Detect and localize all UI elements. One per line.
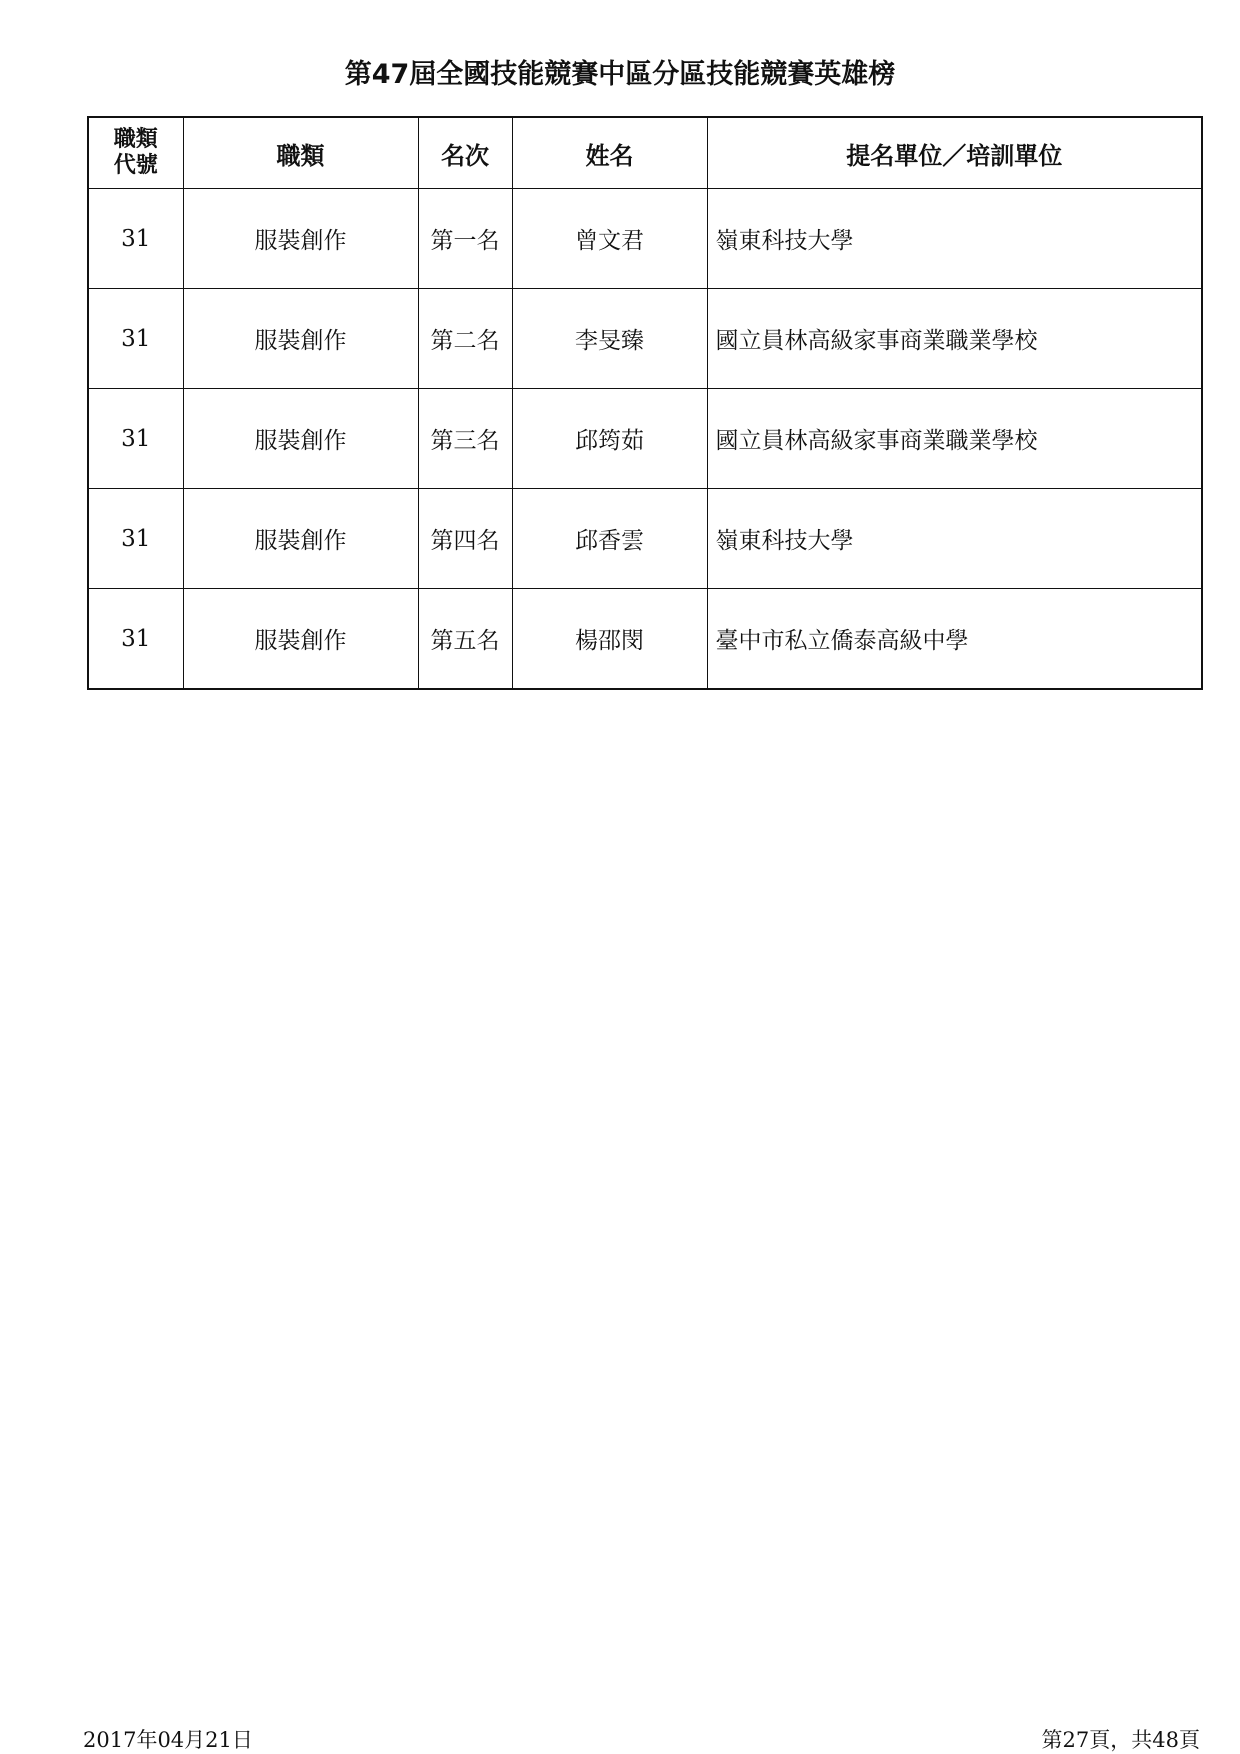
cell-trade: 服裝創作	[183, 189, 418, 289]
cell-rank: 第五名	[418, 589, 512, 690]
table-header-row	[88, 117, 1202, 189]
header-unit: 提名單位／培訓單位	[707, 117, 1202, 189]
cell-code: 31	[88, 489, 183, 589]
hero-roster-table	[87, 116, 1203, 690]
cell-trade: 服裝創作	[183, 589, 418, 690]
table-row	[88, 489, 1202, 589]
cell-rank: 第三名	[418, 389, 512, 489]
cell-code: 31	[88, 189, 183, 289]
cell-name: 李旻臻	[512, 289, 707, 389]
cell-unit: 臺中市私立僑泰高級中學	[707, 589, 1202, 690]
header-rank: 名次	[418, 117, 512, 189]
cell-code: 31	[88, 389, 183, 489]
cell-unit: 國立員林高級家事商業職業學校	[707, 389, 1202, 489]
cell-name: 楊邵閔	[512, 589, 707, 690]
cell-trade: 服裝創作	[183, 389, 418, 489]
cell-name: 曾文君	[512, 189, 707, 289]
table-row	[88, 389, 1202, 489]
cell-rank: 第四名	[418, 489, 512, 589]
footer-date: 2017年04月21日	[83, 1728, 253, 1752]
cell-trade: 服裝創作	[183, 489, 418, 589]
cell-name: 邱香雲	[512, 489, 707, 589]
cell-code: 31	[88, 289, 183, 389]
header-name: 姓名	[512, 117, 707, 189]
table-row	[88, 589, 1202, 690]
cell-rank: 第一名	[418, 189, 512, 289]
table-row	[88, 289, 1202, 389]
cell-rank: 第二名	[418, 289, 512, 389]
header-trade-code-line1: 職類	[113, 127, 158, 152]
header-trade-code-line2: 代號	[113, 153, 158, 178]
cell-trade: 服裝創作	[183, 289, 418, 389]
table-row	[88, 189, 1202, 289]
cell-code: 31	[88, 589, 183, 690]
cell-unit: 嶺東科技大學	[707, 189, 1202, 289]
cell-unit: 嶺東科技大學	[707, 489, 1202, 589]
footer-page-number: 第27頁，共48頁	[1041, 1728, 1200, 1752]
cell-unit: 國立員林高級家事商業職業學校	[707, 289, 1202, 389]
header-trade: 職類	[183, 117, 418, 189]
header-trade-code	[88, 117, 183, 189]
cell-name: 邱筠茹	[512, 389, 707, 489]
page-title: 第47屆全國技能競賽中區分區技能競賽英雄榜	[344, 59, 896, 90]
